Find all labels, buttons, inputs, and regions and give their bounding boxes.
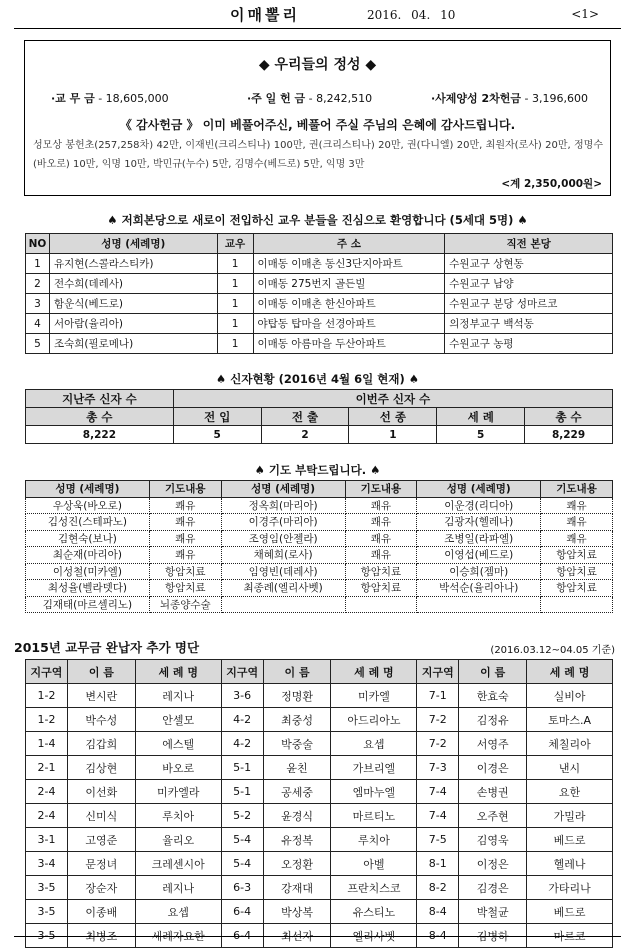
cell: 3-1 [26, 828, 68, 852]
cell: 7-3 [417, 756, 459, 780]
cell: 4-2 [221, 732, 263, 756]
cell: 가타리나 [527, 876, 613, 900]
offering-label: ·사제양성 2차헌금 [431, 92, 522, 105]
completed-table [25, 659, 613, 948]
cell: 항암치료 [149, 563, 221, 580]
cell: 엘리사벳 [331, 924, 417, 948]
cell: 2-1 [26, 756, 68, 780]
column-header: NO [26, 234, 50, 254]
column-header: 지구역 [417, 660, 459, 684]
cell: 8-4 [417, 900, 459, 924]
completed-note: (2016.03.12~04.05 기준) [490, 645, 615, 656]
table-row [26, 426, 613, 444]
cell: 8-4 [417, 924, 459, 948]
cell: 엠마누엘 [331, 780, 417, 804]
cell: 이매동 275번지 골든빌 [253, 274, 445, 294]
column-header: 직전 본당 [445, 234, 613, 254]
header-rule [14, 28, 621, 29]
offering-item-1 [51, 90, 169, 106]
cell: 항암치료 [541, 580, 613, 597]
table-row [26, 732, 613, 756]
column-header: 교우 [217, 234, 253, 254]
cell: 뇌종양수술 [149, 596, 221, 613]
page-number: <1> [571, 7, 599, 21]
cell: 쾌유 [345, 514, 417, 531]
offering-value: - 3,196,600 [524, 92, 588, 105]
completed-title: 2015년 교무금 완납자 추가 명단 [14, 640, 200, 655]
cell: 조영임(안젤라) [221, 530, 345, 547]
column-header: 지구역 [221, 660, 263, 684]
cell: 프란치스코 [331, 876, 417, 900]
table-row [26, 530, 613, 547]
cell: 유정복 [263, 828, 331, 852]
cell: 최순재(마리아) [26, 547, 150, 564]
cell: 1 [217, 274, 253, 294]
cell: 수원교구 상현동 [445, 254, 613, 274]
column-header: 선 종 [349, 408, 437, 426]
offering-title: ◆ 우리들의 정성 ◆ [258, 57, 377, 73]
table-header-row [26, 660, 613, 684]
cell: 쾌유 [345, 497, 417, 514]
cell: 3-5 [26, 900, 68, 924]
cell: 5-4 [221, 828, 263, 852]
cell: 이경은 [459, 756, 527, 780]
cell: 5-1 [221, 756, 263, 780]
cell: 3-5 [26, 876, 68, 900]
cell: 5-4 [221, 852, 263, 876]
cell: 에스텔 [135, 732, 221, 756]
cell: 이영섭(베드로) [417, 547, 541, 564]
cell: 정명환 [263, 684, 331, 708]
cell: 실비아 [527, 684, 613, 708]
table-row [26, 876, 613, 900]
offering-box [24, 40, 611, 196]
cell: 항암치료 [541, 547, 613, 564]
cell: 8-2 [417, 876, 459, 900]
table-header-row [26, 481, 613, 498]
cell: 오정환 [263, 852, 331, 876]
cell: 유지현(스콜라스티카) [49, 254, 217, 274]
cell: 이선화 [67, 780, 135, 804]
cell: 가밀라 [527, 804, 613, 828]
column-header: 기도내용 [149, 481, 221, 498]
cell: 박수성 [67, 708, 135, 732]
cell: 3-5 [26, 924, 68, 948]
cell: 쾌유 [149, 530, 221, 547]
table-row [26, 334, 613, 354]
cell: 이종배 [67, 900, 135, 924]
cell: 윤경식 [263, 804, 331, 828]
cell: 최중성 [263, 708, 331, 732]
column-header: 총 수 [525, 408, 613, 426]
cell: 5-1 [221, 780, 263, 804]
column-header: 세 례 명 [135, 660, 221, 684]
cell: 요셉 [135, 900, 221, 924]
cell: 6-4 [221, 900, 263, 924]
cell: 고영준 [67, 828, 135, 852]
table-row [26, 852, 613, 876]
cell: 베드로 [527, 828, 613, 852]
donor-list: 성모상 봉헌초(257,258차) 42만, 이재빈(크리스티나) 100만, 권(크리스티나) 20만, 권(다니엘) 20만, 최원자(로사) 20만, 정명수(바오로) 10만, 익명 10만, 박민규(누수) 5만, 김명수(베드로) 5만, 익명 3만 [33, 140, 603, 170]
cell: 루치아 [135, 804, 221, 828]
column-header: 세 례 명 [527, 660, 613, 684]
cell: 쾌유 [541, 497, 613, 514]
cell: 1 [349, 426, 437, 444]
cell: 조병일(라파엘) [417, 530, 541, 547]
cell [345, 596, 417, 613]
newcomers-table [25, 233, 613, 354]
cell: 이매동 이매촌 동신3단지아파트 [253, 254, 445, 274]
cell: 7-4 [417, 780, 459, 804]
cell: 1 [217, 334, 253, 354]
table-row [26, 596, 613, 613]
cell: 요셉 [331, 732, 417, 756]
cell: 장순자 [67, 876, 135, 900]
cell: 김광자(헬레나) [417, 514, 541, 531]
table-row [26, 580, 613, 597]
cell: 김재태(마르셀리노) [26, 596, 150, 613]
column-header: 세 례 [437, 408, 525, 426]
cell: 변시란 [67, 684, 135, 708]
cell: 1 [217, 314, 253, 334]
cell: 레지나 [135, 876, 221, 900]
cell: 쾌유 [345, 530, 417, 547]
cell: 손병권 [459, 780, 527, 804]
cell: 의정부교구 백석동 [445, 314, 613, 334]
table-row [26, 314, 613, 334]
cell: 함운식(베드로) [49, 294, 217, 314]
cell: 베드로 [527, 900, 613, 924]
cell: 3-4 [26, 852, 68, 876]
last-week-label: 지난주 신자 수 [26, 390, 174, 408]
offering-value: - 18,605,000 [98, 92, 169, 105]
cell: 박상복 [263, 900, 331, 924]
cell: 오주현 [459, 804, 527, 828]
table-header-row [26, 408, 613, 426]
cell: 서영주 [459, 732, 527, 756]
column-header: 기도내용 [541, 481, 613, 498]
cell: 마르티노 [331, 804, 417, 828]
cell: 채혜희(로사) [221, 547, 345, 564]
donation-total: <계 2,350,000원> [501, 178, 602, 190]
cell [417, 596, 541, 613]
cell: 세례자요한 [135, 924, 221, 948]
cell: 크레센시아 [135, 852, 221, 876]
cell: 쾌유 [541, 514, 613, 531]
cell: 안셀모 [135, 708, 221, 732]
thanks-heading: 《 감사헌금 》 이미 베풀어주신, 베풀어 주실 주님의 은혜에 감사드립니다. [119, 118, 516, 132]
cell: 바오로 [135, 756, 221, 780]
cell: 7-4 [417, 804, 459, 828]
stats-table [25, 389, 613, 444]
cell: 김정유 [459, 708, 527, 732]
last-week-total: 8,222 [26, 426, 174, 444]
cell: 체칠리아 [527, 732, 613, 756]
cell: 김성진(스테파노) [26, 514, 150, 531]
cell: 1-4 [26, 732, 68, 756]
column-header: 성명 (세례명) [26, 481, 150, 498]
cell: 서아람(율리아) [49, 314, 217, 334]
column-header: 전 입 [173, 408, 261, 426]
cell: 6-3 [221, 876, 263, 900]
cell: 루치아 [331, 828, 417, 852]
prayer-title: ♠ 기도 부탁드립니다. ♠ [254, 463, 381, 477]
column-header: 성명 (세례명) [417, 481, 541, 498]
cell: 2 [26, 274, 50, 294]
cell: 쾌유 [149, 497, 221, 514]
cell: 우상욱(바오로) [26, 497, 150, 514]
newcomers-title: ♠ 저희본당으로 새로이 전입하신 교우 분들을 진심으로 환영합니다 (5세대 5명) ♠ [107, 213, 528, 227]
bulletin-date: 2016. 04. 10 [367, 8, 456, 22]
cell: 수원교구 농평 [445, 334, 613, 354]
table-row [26, 294, 613, 314]
cell: 이매동 아름마을 두산아파트 [253, 334, 445, 354]
cell: 야탑동 탑마을 선경아파트 [253, 314, 445, 334]
cell [221, 596, 345, 613]
column-header: 주 소 [253, 234, 445, 254]
cell: 쾌유 [345, 547, 417, 564]
table-row [26, 780, 613, 804]
cell: 유스티노 [331, 900, 417, 924]
cell: 가브리엘 [331, 756, 417, 780]
offering-item-3 [431, 90, 588, 106]
cell: 문정녀 [67, 852, 135, 876]
cell: 전수희(데레사) [49, 274, 217, 294]
cell: 이경주(마리아) [221, 514, 345, 531]
table-row [26, 497, 613, 514]
stats-title: ♠ 신자현황 (2016년 4월 6일 현재) ♠ [215, 372, 420, 386]
column-header: 이 름 [263, 660, 331, 684]
cell: 이성철(미카엘) [26, 563, 150, 580]
cell: 박중술 [263, 732, 331, 756]
cell: 아벨 [331, 852, 417, 876]
cell: 항암치료 [541, 563, 613, 580]
offering-item-2 [247, 90, 372, 106]
bulletin-title: 이매뽈리 [230, 6, 300, 24]
cell: 4 [26, 314, 50, 334]
cell: 헬레나 [527, 852, 613, 876]
cell: 토마스.A [527, 708, 613, 732]
cell: 미카엘 [331, 684, 417, 708]
column-header: 성명 (세례명) [221, 481, 345, 498]
table-row [26, 804, 613, 828]
cell: 1-2 [26, 708, 68, 732]
cell: 최성율(벨라뎃다) [26, 580, 150, 597]
cell: 한효숙 [459, 684, 527, 708]
cell: 3 [26, 294, 50, 314]
cell: 2-4 [26, 804, 68, 828]
column-header: 성명 (세례명) [49, 234, 217, 254]
footer-rule [14, 936, 621, 937]
offering-label: ·주 일 헌 금 [247, 92, 306, 105]
cell: 2-4 [26, 780, 68, 804]
table-row [26, 708, 613, 732]
column-header: 이 름 [67, 660, 135, 684]
page-header [12, 4, 623, 26]
cell: 김병하 [459, 924, 527, 948]
table-row [26, 254, 613, 274]
cell: 이매동 이매촌 한신아파트 [253, 294, 445, 314]
cell: 3-6 [221, 684, 263, 708]
offering-value: - 8,242,510 [308, 92, 373, 105]
cell: 정옥희(마리아) [221, 497, 345, 514]
cell: 김영욱 [459, 828, 527, 852]
this-week-total: 8,229 [525, 426, 613, 444]
cell: 1 [217, 294, 253, 314]
cell: 5 [173, 426, 261, 444]
cell: 조숙희(필로메나) [49, 334, 217, 354]
cell: 항암치료 [345, 580, 417, 597]
cell: 쾌유 [149, 547, 221, 564]
cell: 7-5 [417, 828, 459, 852]
column-header: 지구역 [26, 660, 68, 684]
table-row [26, 756, 613, 780]
prayer-table [25, 480, 613, 613]
cell: 쾌유 [149, 514, 221, 531]
cell: 이승희(젬마) [417, 563, 541, 580]
cell: 아드리아노 [331, 708, 417, 732]
cell: 2 [261, 426, 349, 444]
table-row [26, 900, 613, 924]
column-header: 기도내용 [345, 481, 417, 498]
cell: 5 [437, 426, 525, 444]
cell: 신미식 [67, 804, 135, 828]
cell: 최선자 [263, 924, 331, 948]
table-row [26, 274, 613, 294]
cell: 1 [217, 254, 253, 274]
table-row [26, 514, 613, 531]
cell: 김현숙(보나) [26, 530, 150, 547]
cell: 4-2 [221, 708, 263, 732]
table-row [26, 547, 613, 564]
table-row [26, 828, 613, 852]
cell: 강재대 [263, 876, 331, 900]
cell: 이정은 [459, 852, 527, 876]
cell: 김경은 [459, 876, 527, 900]
cell: 김상현 [67, 756, 135, 780]
cell: 1 [26, 254, 50, 274]
cell: 8-1 [417, 852, 459, 876]
cell: 최종례(엘리사벳) [221, 580, 345, 597]
cell: 6-4 [221, 924, 263, 948]
table-row [26, 684, 613, 708]
cell: 요한 [527, 780, 613, 804]
cell [541, 596, 613, 613]
cell: 1-2 [26, 684, 68, 708]
table-header-row [26, 234, 613, 254]
cell: 쾌유 [541, 530, 613, 547]
cell: 임영빈(데레사) [221, 563, 345, 580]
table-row [26, 563, 613, 580]
column-header: 전 출 [261, 408, 349, 426]
cell: 5-2 [221, 804, 263, 828]
cell: 5 [26, 334, 50, 354]
cell: 율리오 [135, 828, 221, 852]
cell: 수원교구 남양 [445, 274, 613, 294]
cell: 공세중 [263, 780, 331, 804]
cell: 7-1 [417, 684, 459, 708]
cell: 윤친 [263, 756, 331, 780]
cell: 7-2 [417, 708, 459, 732]
cell: 박석순(율리아나) [417, 580, 541, 597]
this-week-label: 이번주 신자 수 [173, 390, 612, 408]
column-header: 이 름 [459, 660, 527, 684]
column-header: 총 수 [26, 408, 174, 426]
cell: 수원교구 분당 성마르코 [445, 294, 613, 314]
cell: 항암치료 [149, 580, 221, 597]
cell: 항암치료 [345, 563, 417, 580]
cell: 낸시 [527, 756, 613, 780]
offering-label: ·교 무 금 [51, 92, 95, 105]
column-header: 세 례 명 [331, 660, 417, 684]
cell: 레지나 [135, 684, 221, 708]
cell: 김갑희 [67, 732, 135, 756]
cell: 최병조 [67, 924, 135, 948]
cell: 이운경(리디아) [417, 497, 541, 514]
cell: 마르코 [527, 924, 613, 948]
cell: 7-2 [417, 732, 459, 756]
cell: 미카엘라 [135, 780, 221, 804]
cell: 박철균 [459, 900, 527, 924]
table-header-row [26, 390, 613, 408]
